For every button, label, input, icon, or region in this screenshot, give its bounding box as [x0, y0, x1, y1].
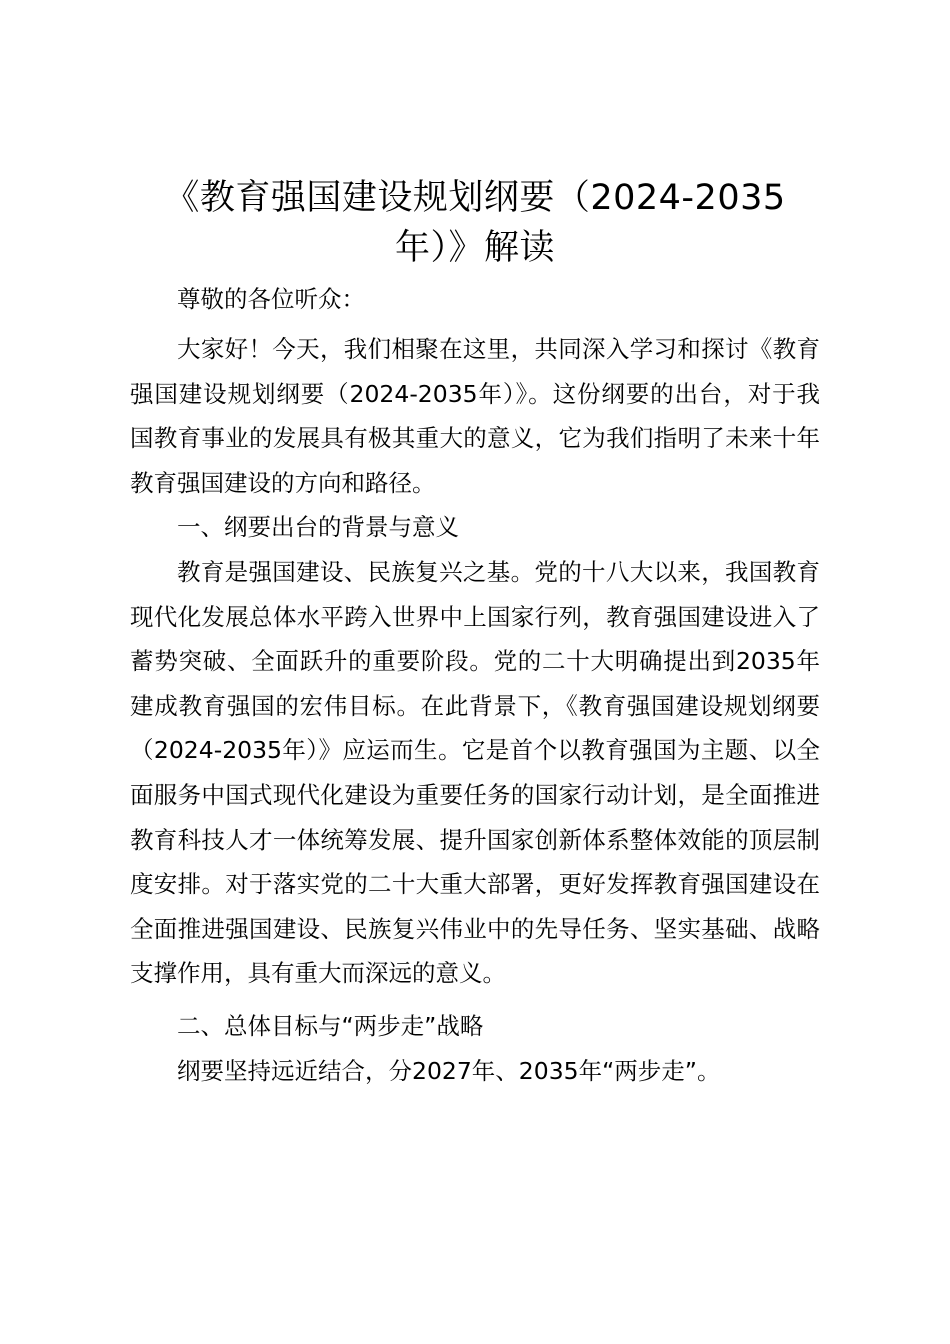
- intro-paragraph: 大家好！今天，我们相聚在这里，共同深入学习和探讨《教育强国建设规划纲要（2024-2035年）》。这份纲要的出台，对于我国教育事业的发展具有极其重大的意义，它为我们指明了未来十年教育强国建设的方向和路径。: [130, 335, 820, 497]
- document-body: [130, 283, 820, 1093]
- section-1-paragraph: 教育是强国建设、民族复兴之基。党的十八大以来，我国教育现代化发展总体水平跨入世界中上国家行列，教育强国建设进入了蓄势突破、全面跃升的重要阶段。党的二十大明确提出到2035年建成教育强国的宏伟目标。在此背景下，《教育强国建设规划纲要（2024-2035年）》应运而生。它是首个以教育强国为主题、以全面服务中国式现代化建设为重要任务的国家行动计划，是全面推进教育科技人才一体统筹发展、提升国家创新体系整体效能的顶层制度安排。对于落实党的二十大重大部署，更好发挥教育强国建设在全面推进强国建设、民族复兴伟业中的先导任务、坚实基础、战略支撑作用，具有重大而深远的意义。: [130, 557, 820, 988]
- section-1-heading: 一、纲要出台的背景与意义: [177, 513, 459, 542]
- salutation: 尊敬的各位听众：: [177, 285, 365, 313]
- document-title: 《教育强国建设规划纲要（2024-2035年）》解读: [164, 178, 786, 268]
- section-2-paragraph: 纲要坚持远近结合，分2027年、2035年“两步走”。: [177, 1056, 721, 1085]
- section-2-heading: 二、总体目标与“两步走”战略: [177, 1011, 484, 1040]
